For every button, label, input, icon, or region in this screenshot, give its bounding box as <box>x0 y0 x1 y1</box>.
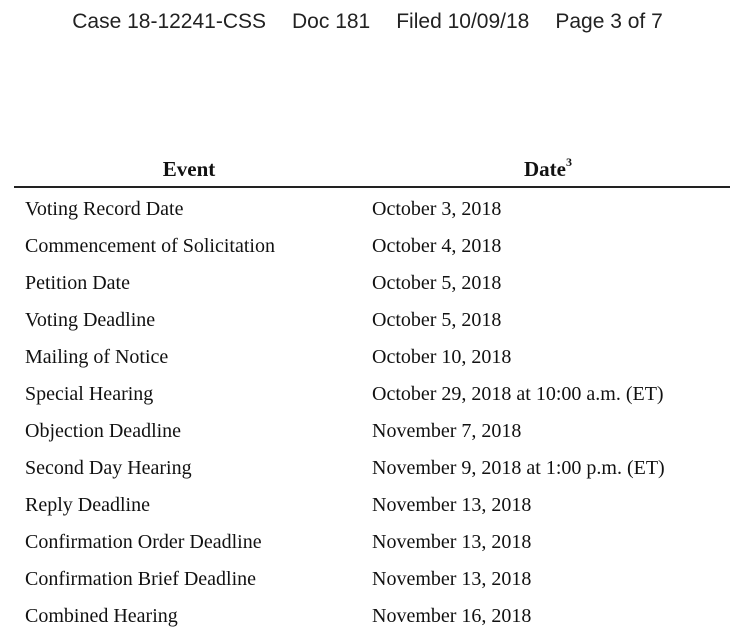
event-cell: Objection Deadline <box>25 420 182 442</box>
event-cell: Confirmation Order Deadline <box>25 531 262 553</box>
event-cell: Confirmation Brief Deadline <box>25 568 257 590</box>
date-cell: November 9, 2018 at 1:00 p.m. (ET) <box>372 457 665 479</box>
event-cell: Special Hearing <box>25 383 154 405</box>
table-row <box>14 303 730 340</box>
date-cell: November 13, 2018 <box>372 494 532 516</box>
doc-number: Doc 181 <box>292 10 371 33</box>
event-cell: Commencement of Solicitation <box>25 235 275 257</box>
table-row <box>14 266 730 303</box>
table-row <box>14 414 730 451</box>
table-row <box>14 451 730 488</box>
date-cell: November 13, 2018 <box>372 568 532 590</box>
table-body <box>14 192 730 636</box>
date-cell: October 10, 2018 <box>372 346 512 368</box>
table-row <box>14 377 730 414</box>
table-row <box>14 562 730 599</box>
date-cell: November 7, 2018 <box>372 420 522 442</box>
events-table <box>14 152 730 636</box>
table-row <box>14 192 730 229</box>
case-number: Case 18-12241-CSS <box>72 10 267 33</box>
event-cell: Voting Deadline <box>25 309 156 331</box>
date-cell: October 3, 2018 <box>372 198 502 220</box>
table-row <box>14 229 730 266</box>
event-cell: Mailing of Notice <box>25 346 169 368</box>
date-cell: October 29, 2018 at 10:00 a.m. (ET) <box>372 383 664 405</box>
case-header <box>0 10 735 34</box>
table-row <box>14 340 730 377</box>
date-cell: November 13, 2018 <box>372 531 532 553</box>
table-row <box>14 488 730 525</box>
footnote-marker: 3 <box>565 155 572 169</box>
column-header-date: Date$^3$ <box>524 155 572 181</box>
column-header-event: Event <box>162 157 216 181</box>
date-cell: October 5, 2018 <box>372 309 502 331</box>
event-cell: Second Day Hearing <box>25 457 192 479</box>
table-row <box>14 525 730 562</box>
filed-date: Filed 10/09/18 <box>396 10 530 33</box>
table-row <box>14 599 730 636</box>
date-cell: October 4, 2018 <box>372 235 502 257</box>
date-cell: October 5, 2018 <box>372 272 502 294</box>
event-cell: Petition Date <box>25 272 130 294</box>
page-number: Page 3 of 7 <box>555 10 663 33</box>
date-cell: November 16, 2018 <box>372 605 532 627</box>
event-cell: Reply Deadline <box>25 494 150 516</box>
event-cell: Combined Hearing <box>25 605 178 627</box>
table-header <box>14 152 730 188</box>
event-cell: Voting Record Date <box>25 198 184 220</box>
